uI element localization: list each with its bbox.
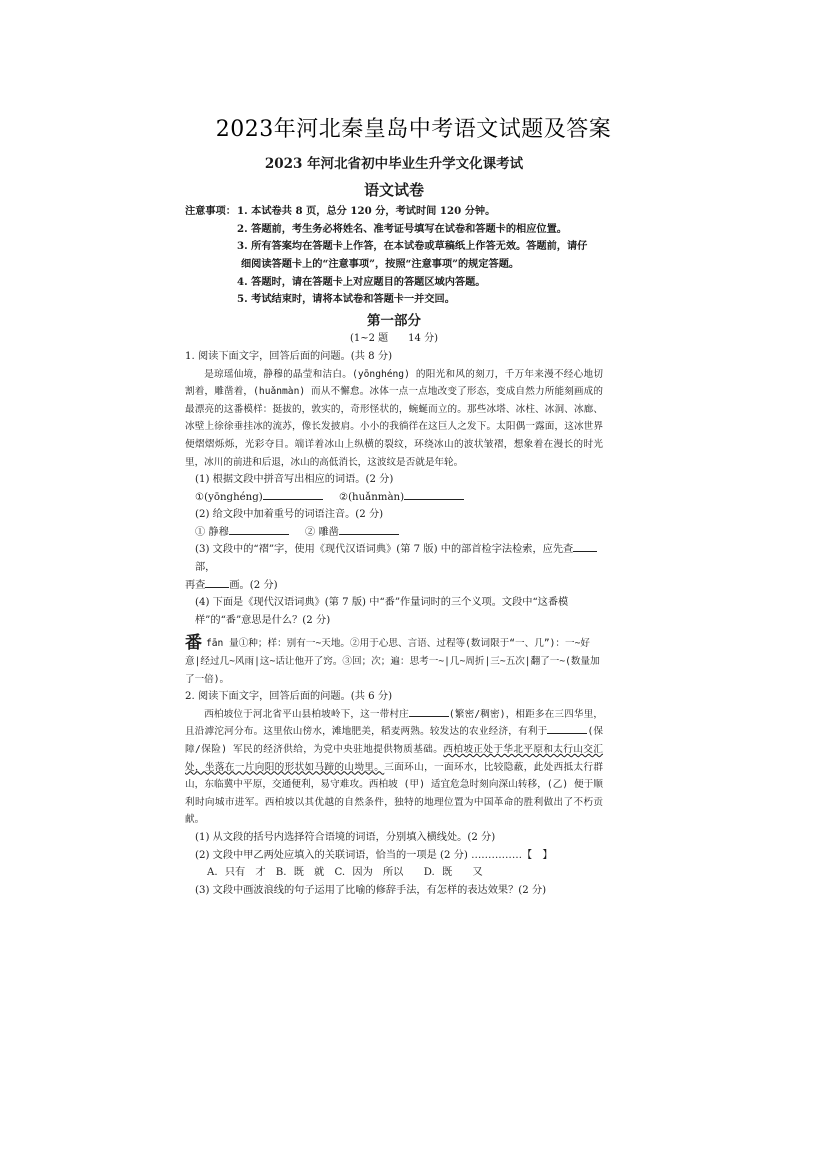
- answer-blank[interactable]: [547, 723, 587, 734]
- question-2-heading: 2. 阅读下面文字，回答后面的问题。(共 6 分): [185, 691, 393, 703]
- notice-section: [185, 203, 603, 309]
- notice-list: [237, 203, 603, 309]
- part-range: (1~2 题 14 分): [350, 333, 438, 345]
- passage-part: 西柏坡位于河北省平山县柏坡岭下，这一带村庄: [204, 708, 409, 720]
- notice-item: 4. 答题时，请在答题卡上对应题目的答题区域内答题。: [237, 275, 486, 288]
- dictionary-entry: [185, 635, 603, 688]
- question-1-3-text-b: 部，: [195, 562, 216, 574]
- question-2-passage: [185, 706, 603, 829]
- question-2-3: (3) 文段中画波浪线的句子运用了比喻的修辞手法，有怎样的表达效果？(2 分): [195, 884, 547, 896]
- answer-blank[interactable]: [339, 524, 399, 535]
- document-title: 2023年河北秦皇岛中考语文试题及答案: [215, 117, 612, 142]
- dictionary-headword: 番: [185, 633, 202, 654]
- part-title: 第一部分: [367, 312, 421, 329]
- question-2-1: (1) 从文段的括号内选择符合语境的词语，分别填入横线处。(2 分): [195, 831, 496, 843]
- question-1-passage: 是琼瑶仙境，静穆的晶莹和洁白。(yōnghéng) 的阳光和风的刻刀，千万年来漫不经心地切割着，雕凿着，(huǎnmàn) 而从不懈怠。冰体一点一点地改变了形态，变成自然力所能刻画成的最漂亮的这番模样：挺拔的，敦实的，奇形怪状的，蜿蜒而立的。那些冰塔、冰柱、冰洞、冰廊、冰壁上徐徐垂挂冰的流苏，像长发披肩。小小的我徜徉在这巨人之发下。太阳偶一露面，这冰世界便熠熠烁烁，光彩夺目。端详着冰山上纵横的裂纹，环绕冰山的波状皱褶，想象着在漫长的时光里，冰川的前进和后退，冰山的高低消长，这波纹是否就是年轮。: [185, 368, 603, 468]
- exam-title: 2023 年河北省初中毕业生升学文化课考试: [264, 156, 524, 172]
- answer-label-a: ① 静穆: [195, 526, 229, 538]
- question-1-3-text-c: 再查: [185, 579, 206, 591]
- answer-blank[interactable]: [205, 577, 229, 588]
- notice-item: 细阅读答题卡上的“注意事项”，按照“注意事项”的规定答题。: [241, 257, 520, 270]
- question-1-3-text-a: (3) 文段中的“褶”字，使用《现代汉语词典》(第 7 版) 中的部首检字法检索，应先查: [195, 544, 574, 556]
- answer-label-b: ② 雕凿: [305, 526, 339, 538]
- scanned-exam-page: [185, 150, 604, 896]
- answer-blank[interactable]: [409, 706, 449, 717]
- notice-item: 5. 考试结束时，请将本试卷和答题卡一并交回。: [237, 293, 455, 306]
- dictionary-definition: fān 量①种；样：别有一~天地。②用于心思、言语、过程等(数词限于“一、几”)：一~好意|经过几~风雨|这~话让他开了窍。③回；次；遍：思考一~|几~周折|三~五次|翻了一~(数量加了一倍)。: [185, 638, 600, 685]
- passage-part: 三面环山，一面环水，比较隐蔽，此处西抵太行群山，东临冀中平原，交通便利，易守难攻。西柏坡 (甲) 适宜危急时刻向深山转移，(乙) 便于顺利时向城市进军。西柏坡以其优越的自然条件，独特的地理位置为中国革命的胜利做出了不朽贡献。: [185, 761, 604, 826]
- question-1-1: (1) 根据文段中拼音写出相应的词语。(2 分): [195, 474, 394, 486]
- passage-part: (繁密/稠密)，相距多在三四华里，且沿滹沱河分布。这里依山傍水，滩地肥美，稻麦两熟。较发达的农业经济，有利于: [185, 708, 604, 738]
- passage-part: (保障/保险) 军民的经济供给，为党中央驻地提供物质基础。: [185, 726, 604, 755]
- wavy-underlined-sentence: 西柏坡正处于华北平原和太行山交汇处，坐落在一片向阳的形状如马蹄的山坳里。: [185, 744, 604, 773]
- paper-title: 语文试卷: [363, 180, 424, 199]
- notice-item: 2. 答题前，考生务必将姓名、准考证号填写在试卷和答题卡的相应位置。: [237, 222, 567, 235]
- question-1-3-cont: [185, 577, 603, 595]
- question-1-2: (2) 给文段中加着重号的词语注音。(2 分): [195, 509, 384, 521]
- notice-item: 3. 所有答案均在答题卡上作答，在本试卷或草稿纸上作答无效。答题前，请仔: [237, 240, 588, 253]
- question-2-2: (2) 文段中甲乙两处应填入的关联词语，恰当的一项是 (2 分) ……………【 】: [195, 849, 553, 861]
- question-1-1-answers: [185, 489, 603, 507]
- notice-label: 注意事项：: [185, 205, 236, 218]
- question-1-3-text-d: 画。(2 分): [229, 579, 278, 591]
- answer-label-a: ①(yōnghéng): [195, 491, 263, 503]
- question-1-heading: 1. 阅读下面文字，回答后面的问题。(共 8 分): [185, 350, 393, 362]
- answer-blank[interactable]: [404, 489, 464, 500]
- answer-blank[interactable]: [573, 541, 597, 552]
- notice-item: 1. 本试卷共 8 页，总分 120 分，考试时间 120 分钟。: [237, 205, 496, 218]
- answer-label-b: ②(huǎnmàn): [338, 491, 405, 503]
- question-1-3: [185, 541, 603, 576]
- answer-blank[interactable]: [263, 489, 323, 500]
- question-1-4: (4) 下面是《现代汉语词典》(第 7 版) 中“番”作量词时的三个义项。文段中“这番模样”的“番”意思是什么？(2 分): [195, 597, 569, 626]
- question-1-2-answers: [185, 524, 603, 542]
- answer-blank[interactable]: [229, 524, 289, 535]
- question-2-2-options: A. 只有 才 B. 既 就 C. 因为 所以 D. 既 又: [207, 867, 483, 879]
